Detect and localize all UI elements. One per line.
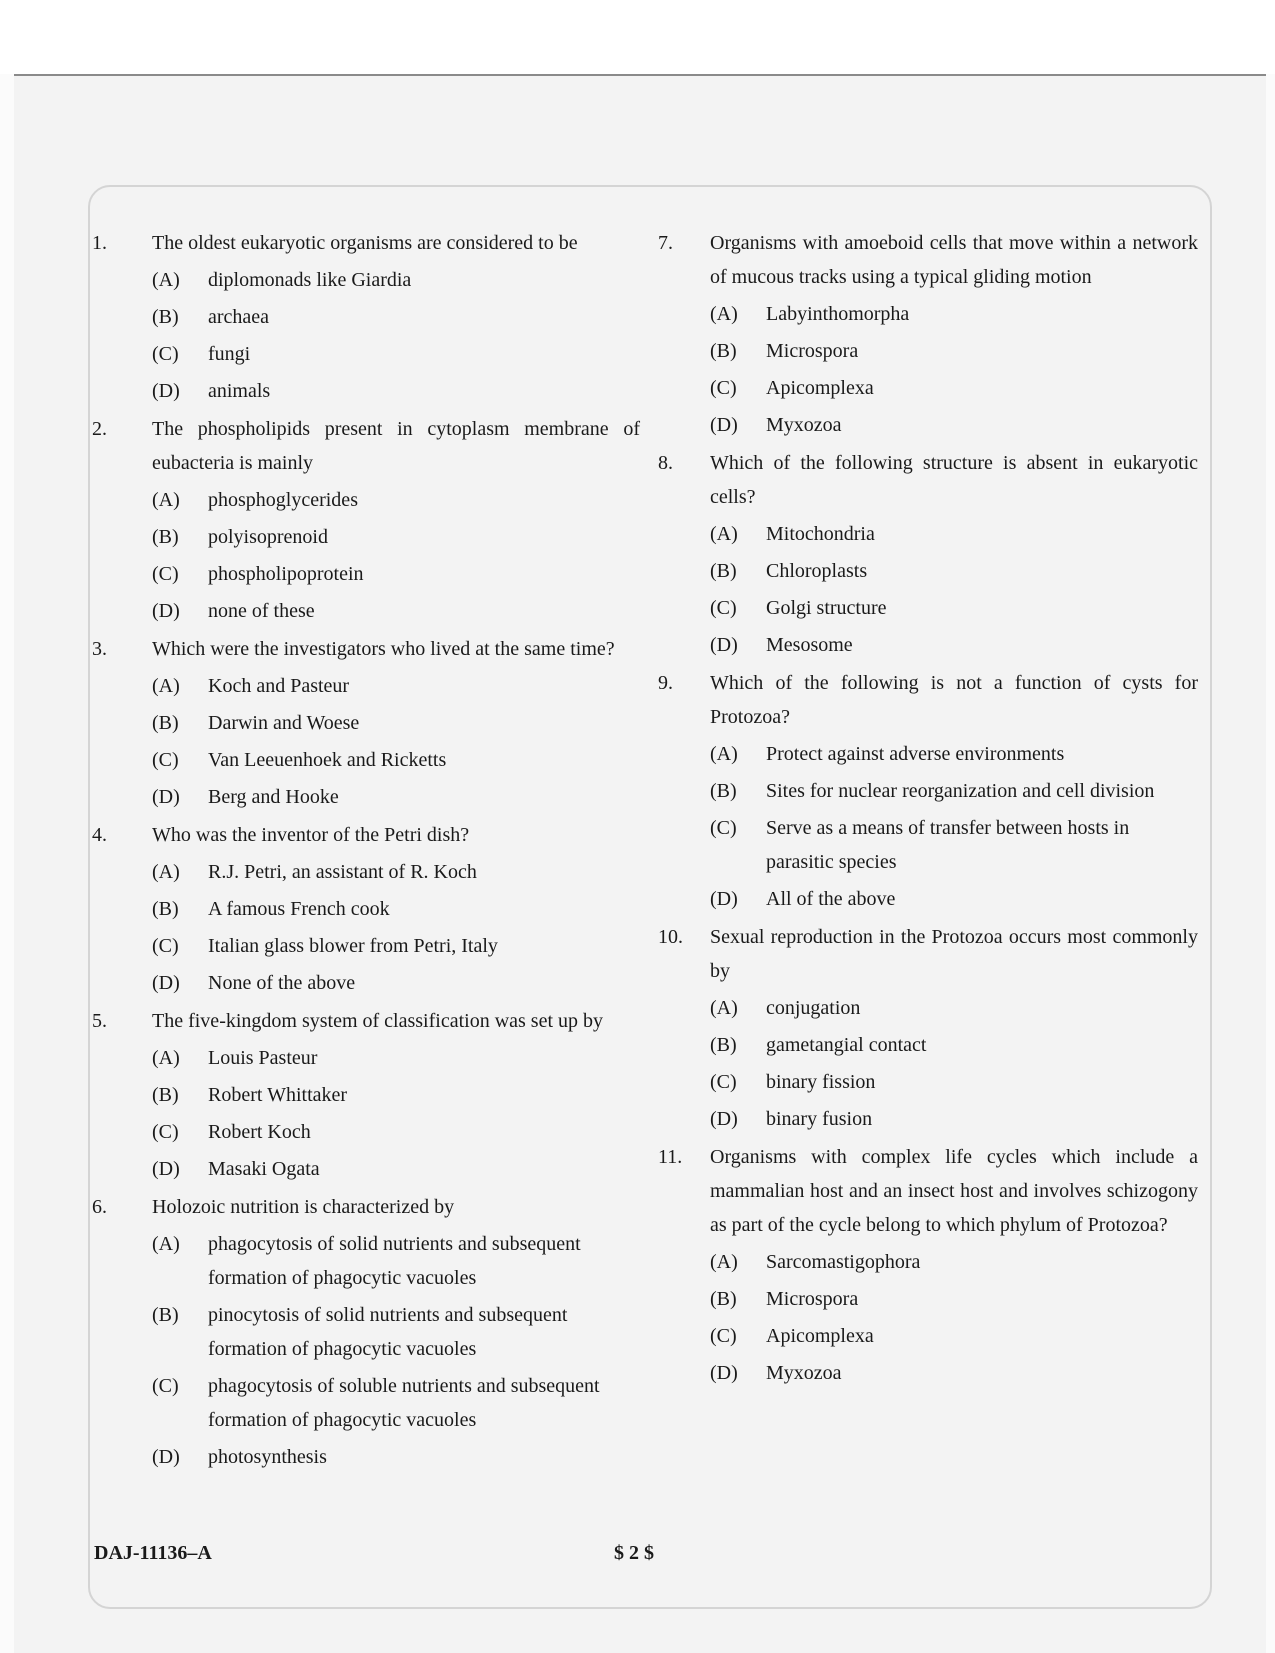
question-number: 8.: [658, 452, 673, 474]
question-text: Which were the investigators who lived at the same time?: [152, 638, 615, 660]
answer-option: [92, 337, 640, 371]
option-label: (A): [152, 675, 180, 697]
option-label: (A): [710, 1251, 738, 1273]
question-stem: [92, 818, 640, 852]
question: [92, 632, 640, 814]
right-question-column: [658, 226, 1198, 1394]
question-stem: [92, 1004, 640, 1038]
question-number: 2.: [92, 418, 107, 440]
answer-option: [92, 1298, 640, 1366]
answer-option: [92, 1227, 640, 1295]
question-text: Organisms with complex life cycles which include a mammalian host and an insect host and involves schizogony as part of the cycle belong to which phylum of Protozoa?: [710, 1146, 1198, 1236]
question: [658, 1140, 1198, 1390]
option-text: none of these: [208, 600, 315, 622]
option-text: Darwin and Woese: [208, 712, 360, 734]
option-text: Mitochondria: [766, 523, 875, 545]
option-text: Microspora: [766, 340, 859, 362]
option-text: Berg and Hooke: [208, 786, 339, 808]
option-label: (D): [152, 1446, 180, 1468]
option-text: archaea: [208, 306, 270, 328]
question-number: 5.: [92, 1010, 107, 1032]
option-text: Sites for nuclear reorganization and cell division: [766, 780, 1155, 802]
option-text: pinocytosis of solid nutrients and subsequent formation of phagocytic vacuoles: [208, 1304, 568, 1360]
answer-option: [92, 1041, 640, 1075]
option-label: (C): [152, 1375, 179, 1397]
answer-option: [92, 892, 640, 926]
question-stem: [92, 412, 640, 480]
answer-option: [658, 1356, 1198, 1390]
answer-option: [92, 1078, 640, 1112]
question-text: The phospholipids present in cytoplasm membrane of eubacteria is mainly: [152, 418, 640, 474]
option-label: (B): [710, 780, 737, 802]
question-number: 7.: [658, 232, 673, 254]
option-label: (B): [152, 1084, 179, 1106]
answer-option: [92, 594, 640, 628]
option-label: (A): [710, 997, 738, 1019]
option-label: (C): [152, 749, 179, 771]
option-text: Mesosome: [766, 634, 853, 656]
option-label: (B): [710, 1288, 737, 1310]
answer-option: [658, 591, 1198, 625]
option-label: (C): [152, 343, 179, 365]
question-stem: [658, 1140, 1198, 1242]
option-label: (A): [152, 1047, 180, 1069]
option-label: (D): [710, 1362, 738, 1384]
answer-option: [658, 554, 1198, 588]
scan-top-margin: [0, 0, 1275, 74]
answer-option: [658, 371, 1198, 405]
option-text: Myxozoa: [766, 414, 842, 436]
option-text: Italian glass blower from Petri, Italy: [208, 935, 498, 957]
option-text: A famous French cook: [208, 898, 390, 920]
question-text: Who was the inventor of the Petri dish?: [152, 824, 470, 846]
option-text: diplomonads like Giardia: [208, 269, 412, 291]
question: [658, 920, 1198, 1136]
question-stem: [658, 920, 1198, 988]
option-label: (B): [152, 712, 179, 734]
option-text: Serve as a means of transfer between hosts in parasitic species: [766, 817, 1130, 873]
answer-option: [92, 706, 640, 740]
option-label: (C): [152, 935, 179, 957]
answer-option: [658, 297, 1198, 331]
question-text: Which of the following structure is absent in eukaryotic cells?: [710, 452, 1198, 508]
answer-option: [92, 669, 640, 703]
answer-option: [92, 300, 640, 334]
question-text: The oldest eukaryotic organisms are considered to be: [152, 232, 578, 254]
option-label: (B): [710, 560, 737, 582]
option-label: (B): [152, 306, 179, 328]
booklet-code: DAJ-11136–A: [94, 1542, 212, 1564]
question: [92, 1190, 640, 1474]
answer-option: [92, 483, 640, 517]
option-text: phagocytosis of soluble nutrients and subsequent formation of phagocytic vacuoles: [208, 1375, 600, 1431]
answer-option: [92, 374, 640, 408]
option-text: phospholipoprotein: [208, 563, 364, 585]
answer-option: [658, 1065, 1198, 1099]
option-label: (D): [152, 600, 180, 622]
answer-option: [658, 1319, 1198, 1353]
answer-option: [658, 737, 1198, 771]
question: [658, 666, 1198, 916]
question-stem: [658, 226, 1198, 294]
question-number: 4.: [92, 824, 107, 846]
answer-option: [658, 1102, 1198, 1136]
question-text: The five-kingdom system of classification was set up by: [152, 1010, 604, 1032]
option-text: polyisoprenoid: [208, 526, 328, 548]
option-text: fungi: [208, 343, 251, 365]
answer-option: [658, 408, 1198, 442]
question-stem: [92, 1190, 640, 1224]
question: [658, 226, 1198, 442]
option-label: (B): [152, 526, 179, 548]
answer-option: [92, 263, 640, 297]
option-text: phosphoglycerides: [208, 489, 358, 511]
question-stem: [92, 632, 640, 666]
option-text: Koch and Pasteur: [208, 675, 350, 697]
question: [92, 412, 640, 628]
answer-option: [92, 1369, 640, 1437]
question: [92, 818, 640, 1000]
answer-option: [658, 517, 1198, 551]
option-label: (A): [152, 861, 180, 883]
answer-option: [658, 991, 1198, 1025]
question-stem: [658, 666, 1198, 734]
question-text: Sexual reproduction in the Protozoa occurs most commonly by: [710, 926, 1198, 982]
option-label: (C): [152, 1121, 179, 1143]
option-text: photosynthesis: [208, 1446, 327, 1468]
option-text: Apicomplexa: [766, 377, 874, 399]
answer-option: [658, 1282, 1198, 1316]
question-number: 3.: [92, 638, 107, 660]
question-stem: [92, 226, 640, 260]
question-text: Holozoic nutrition is characterized by: [152, 1196, 455, 1218]
option-label: (D): [710, 1108, 738, 1130]
option-text: gametangial contact: [766, 1034, 927, 1056]
option-text: Chloroplasts: [766, 560, 868, 582]
page-number: $ 2 $: [614, 1542, 654, 1564]
option-label: (B): [710, 340, 737, 362]
option-text: animals: [208, 380, 271, 402]
option-text: Sarcomastigophora: [766, 1251, 921, 1273]
option-label: (D): [152, 786, 180, 808]
option-text: binary fusion: [766, 1108, 873, 1130]
answer-option: [658, 774, 1198, 808]
question-number: 11.: [658, 1146, 683, 1168]
question-stem: [658, 446, 1198, 514]
option-text: R.J. Petri, an assistant of R. Koch: [208, 861, 477, 883]
answer-option: [92, 1440, 640, 1474]
option-text: Van Leeuenhoek and Ricketts: [208, 749, 447, 771]
answer-option: [92, 1152, 640, 1186]
answer-option: [658, 334, 1198, 368]
option-label: (A): [710, 743, 738, 765]
option-text: Louis Pasteur: [208, 1047, 318, 1069]
question-number: 9.: [658, 672, 673, 694]
option-label: (A): [710, 303, 738, 325]
option-label: (D): [710, 634, 738, 656]
option-label: (B): [152, 898, 179, 920]
answer-option: [658, 628, 1198, 662]
answer-option: [92, 743, 640, 777]
option-text: conjugation: [766, 997, 861, 1019]
question: [92, 226, 640, 408]
question: [92, 1004, 640, 1186]
option-text: binary fission: [766, 1071, 876, 1093]
option-text: Masaki Ogata: [208, 1158, 320, 1180]
answer-option: [658, 1028, 1198, 1062]
question-number: 6.: [92, 1196, 107, 1218]
option-label: (C): [710, 597, 737, 619]
option-label: (D): [152, 1158, 180, 1180]
answer-option: [658, 1245, 1198, 1279]
question: [658, 446, 1198, 662]
answer-option: [92, 520, 640, 554]
option-label: (B): [152, 1304, 179, 1326]
option-text: Robert Koch: [208, 1121, 311, 1143]
option-label: (A): [152, 1233, 180, 1255]
option-label: (D): [710, 888, 738, 910]
left-question-column: [92, 226, 640, 1478]
question-text: Which of the following is not a function of cysts for Protozoa?: [710, 672, 1198, 728]
answer-option: [92, 929, 640, 963]
answer-option: [92, 780, 640, 814]
option-text: Robert Whittaker: [208, 1084, 348, 1106]
option-text: Labyinthomorpha: [766, 303, 910, 325]
option-text: Protect against adverse environments: [766, 743, 1065, 765]
option-label: (C): [710, 377, 737, 399]
answer-option: [92, 855, 640, 889]
option-label: (D): [152, 972, 180, 994]
option-label: (A): [152, 489, 180, 511]
option-label: (C): [710, 817, 737, 839]
option-text: None of the above: [208, 972, 356, 994]
answer-option: [658, 811, 1198, 879]
answer-option: [92, 557, 640, 591]
option-text: phagocytosis of solid nutrients and subsequent formation of phagocytic vacuoles: [208, 1233, 581, 1289]
option-label: (B): [710, 1034, 737, 1056]
question-number: 10.: [658, 926, 683, 948]
option-text: All of the above: [766, 888, 896, 910]
option-label: (C): [710, 1325, 737, 1347]
option-label: (C): [710, 1071, 737, 1093]
option-label: (D): [152, 380, 180, 402]
option-label: (A): [710, 523, 738, 545]
option-label: (C): [152, 563, 179, 585]
question-text: Organisms with amoeboid cells that move within a network of mucous tracks using a typical gliding motion: [710, 232, 1198, 288]
option-label: (A): [152, 269, 180, 291]
option-text: Golgi structure: [766, 597, 887, 619]
answer-option: [92, 1115, 640, 1149]
question-number: 1.: [92, 232, 107, 254]
option-label: (D): [710, 414, 738, 436]
answer-option: [92, 966, 640, 1000]
option-text: Microspora: [766, 1288, 859, 1310]
option-text: Apicomplexa: [766, 1325, 874, 1347]
option-text: Myxozoa: [766, 1362, 842, 1384]
answer-option: [658, 882, 1198, 916]
